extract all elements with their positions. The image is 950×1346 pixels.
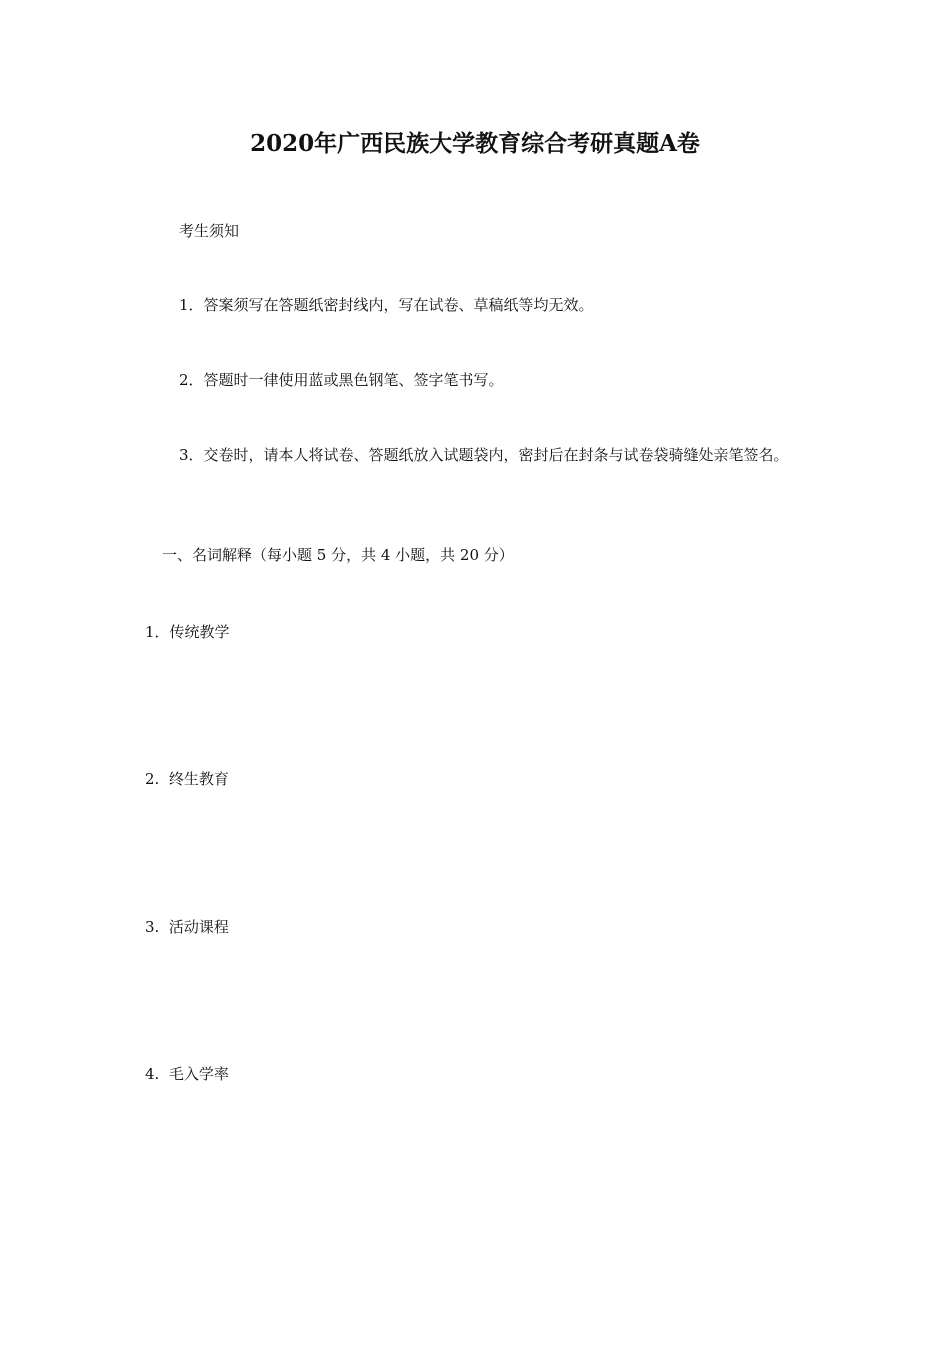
question-3: 3. 活动课程 xyxy=(145,918,229,936)
document-title: 2020年广西民族大学教育综合考研真题A卷 xyxy=(250,130,700,157)
section-heading: 一、名词解释（每小题 5 分，共 4 小题，共 20 分） xyxy=(162,546,514,564)
notice-heading: 考生须知 xyxy=(179,222,240,240)
notice-item-2: 2．答题时一律使用蓝或黑色钢笔、签字笔书写。 xyxy=(179,371,504,389)
question-2: 2. 终生教育 xyxy=(145,770,229,788)
notice-item-1: 1．答案须写在答题纸密封线内，写在试卷、草稿纸等均无效。 xyxy=(179,296,594,314)
notice-item-3: 3．交卷时，请本人将试卷、答题纸放入试题袋内，密封后在封条与试卷袋骑缝处亲笔签名。 xyxy=(179,446,789,464)
question-4: 4. 毛入学率 xyxy=(145,1065,229,1083)
question-1: 1．传统教学 xyxy=(145,623,230,641)
